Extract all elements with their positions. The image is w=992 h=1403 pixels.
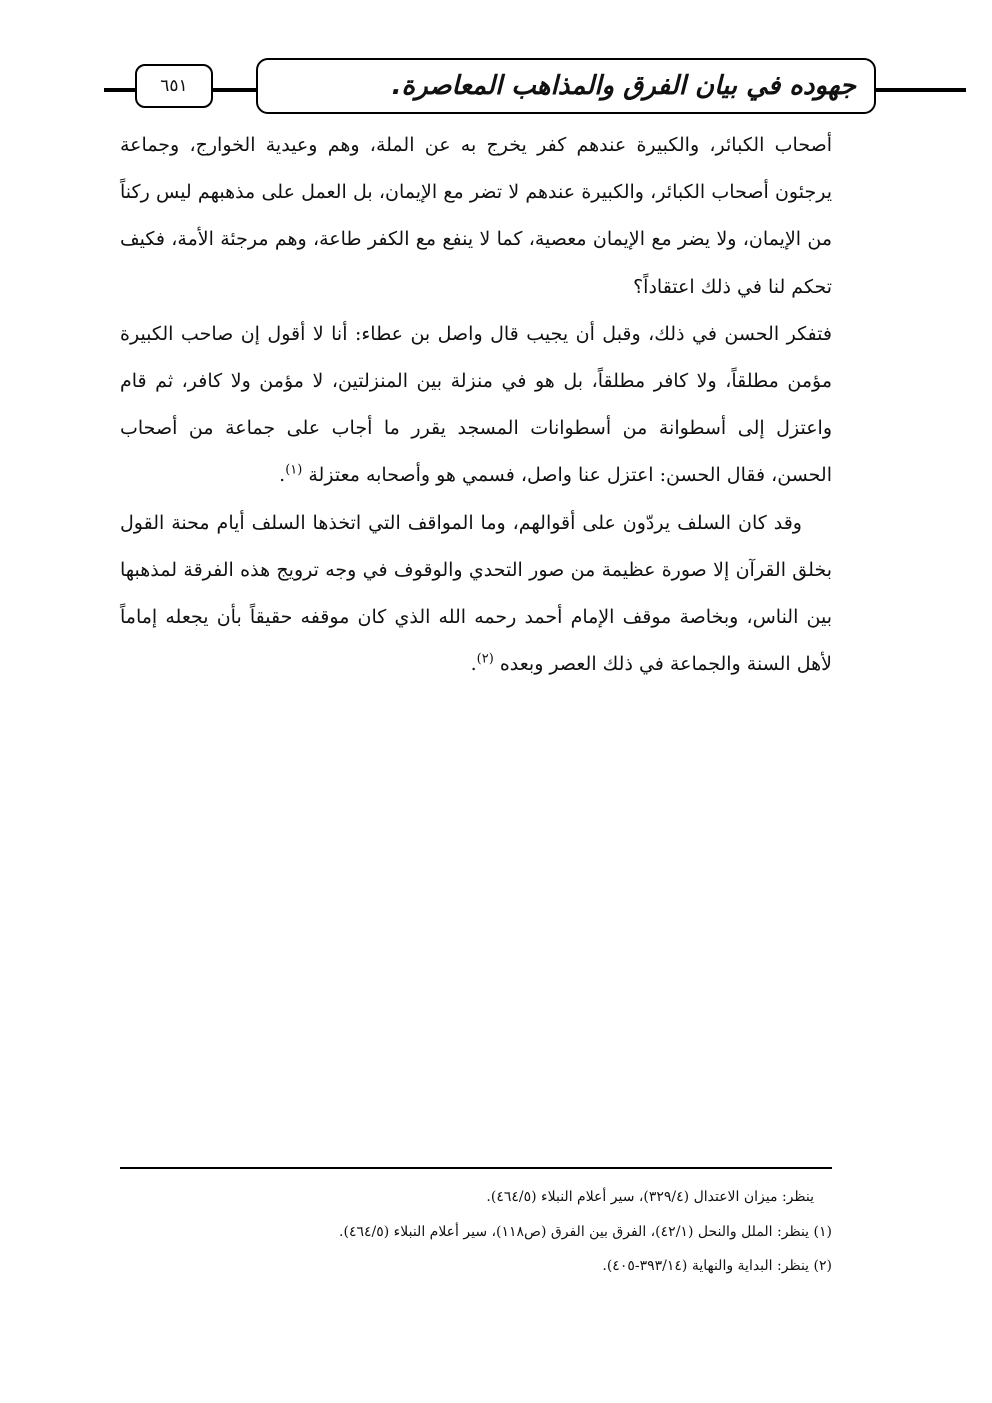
footnote-item — [120, 1180, 832, 1215]
footnote-text: ينظر: الملل والنحل (٤٢/١)، الفرق بين الفرق (ص١١٨)، سير أعلام النبلاء (٤٦٤/٥). — [339, 1223, 810, 1240]
page-number-box — [135, 64, 213, 108]
footnote-text: ينظر: البداية والنهاية (٣٩٣/١٤-٤٠٥). — [602, 1258, 810, 1274]
footnote-separator — [120, 1167, 832, 1169]
footnote-text: ينظر: ميزان الاعتدال (٣٢٩/٤)، سير أعلام النبلاء (٤٦٤/٥). — [486, 1189, 814, 1205]
footnotes — [120, 1180, 832, 1284]
footnote-item — [120, 1215, 832, 1250]
paragraph-text: أصحاب الكبائر، والكبيرة عندهم كفر يخرج به عن الملة، وهم وعيدية الخوارج، وجماعة يرجئون أصحاب الكبائر، والكبيرة عندهم لا تضر مع الإيمان، بل العمل على مذهبهم ليس ركناً من الإيمان، ولا يضر مع الإيمان معصية، كما لا ينفع مع الكفر طاعة، وهم مرجئة الأمة، فكيف تحكم لنا في ذلك اعتقاداً؟ — [120, 134, 832, 298]
footnote-marker: (١) — [813, 1223, 832, 1240]
page-number: ٦٥١ — [160, 76, 188, 96]
footnote-marker: (٢) — [813, 1258, 832, 1274]
running-title: جهوده في بيان الفرق والمذاهب المعاصرة. — [391, 71, 856, 101]
running-title-box — [256, 58, 876, 114]
footnote-reference[interactable]: (١) — [285, 463, 303, 479]
paragraph-1 — [120, 122, 832, 311]
paragraph-2: فتفكر الحسن في ذلك، وقبل أن يجيب قال واصل بن عطاء: أنا لا أقول إن صاحب الكبيرة مؤمن مطلقاً، ولا كافر مطلقاً، بل هو في منزلة بين المنزلتين، لا مؤمن ولا كافر، ثم قام واعتزل إلى أسطوانة من أسطوانات المسجد يقرر ما أجاب على جماعة من أصحاب الحسن، فقال الحسن: اعتزل عنا واصل، فسمي هو وأصحابه معتزلة $^{(١)}$. — [120, 322, 832, 487]
paragraph-text: فتفكر الحسن في ذلك، وقبل أن يجيب قال واصل بن عطاء: أنا لا أقول إن صاحب الكبيرة مؤمن مطلقاً، ولا كافر مطلقاً، بل هو في منزلة بين المنزلتين، لا مؤمن ولا كافر، ثم قام واعتزل إلى أسطوانة من أسطوانات المسجد يقرر ما أجاب على جماعة من أصحاب الحسن، فقال الحسن: اعتزل عنا واصل، فسمي هو وأصحابه معتزلة — [120, 322, 832, 487]
paragraph-3: وقد كان السلف يردّون على أقوالهم، وما المواقف التي اتخذها السلف أيام محنة القول بخلق القرآن إلا صورة عظيمة من صور التحدي والوقوف في وجه ترويج هذه الفرقة لمذهبها بين الناس، وبخاصة موقف الإمام أحمد رحمه الله الذي كان موقفه حقيقاً بأن يجعله إماماً لأهل السنة والجماعة في ذلك العصر وبعده $^{(٢)}$. — [120, 511, 832, 676]
footnote-item — [120, 1249, 832, 1284]
main-text — [120, 122, 832, 688]
footnote-reference[interactable]: (٢) — [476, 651, 494, 667]
paragraph-text: وقد كان السلف يردّون على أقوالهم، وما المواقف التي اتخذها السلف أيام محنة القول بخلق القرآن إلا صورة عظيمة من صور التحدي والوقوف في وجه ترويج هذه الفرقة لمذهبها بين الناس، وبخاصة موقف الإمام أحمد رحمه الله الذي كان موقفه حقيقاً بأن يجعله إماماً لأهل السنة والجماعة في ذلك العصر وبعده — [120, 511, 832, 676]
